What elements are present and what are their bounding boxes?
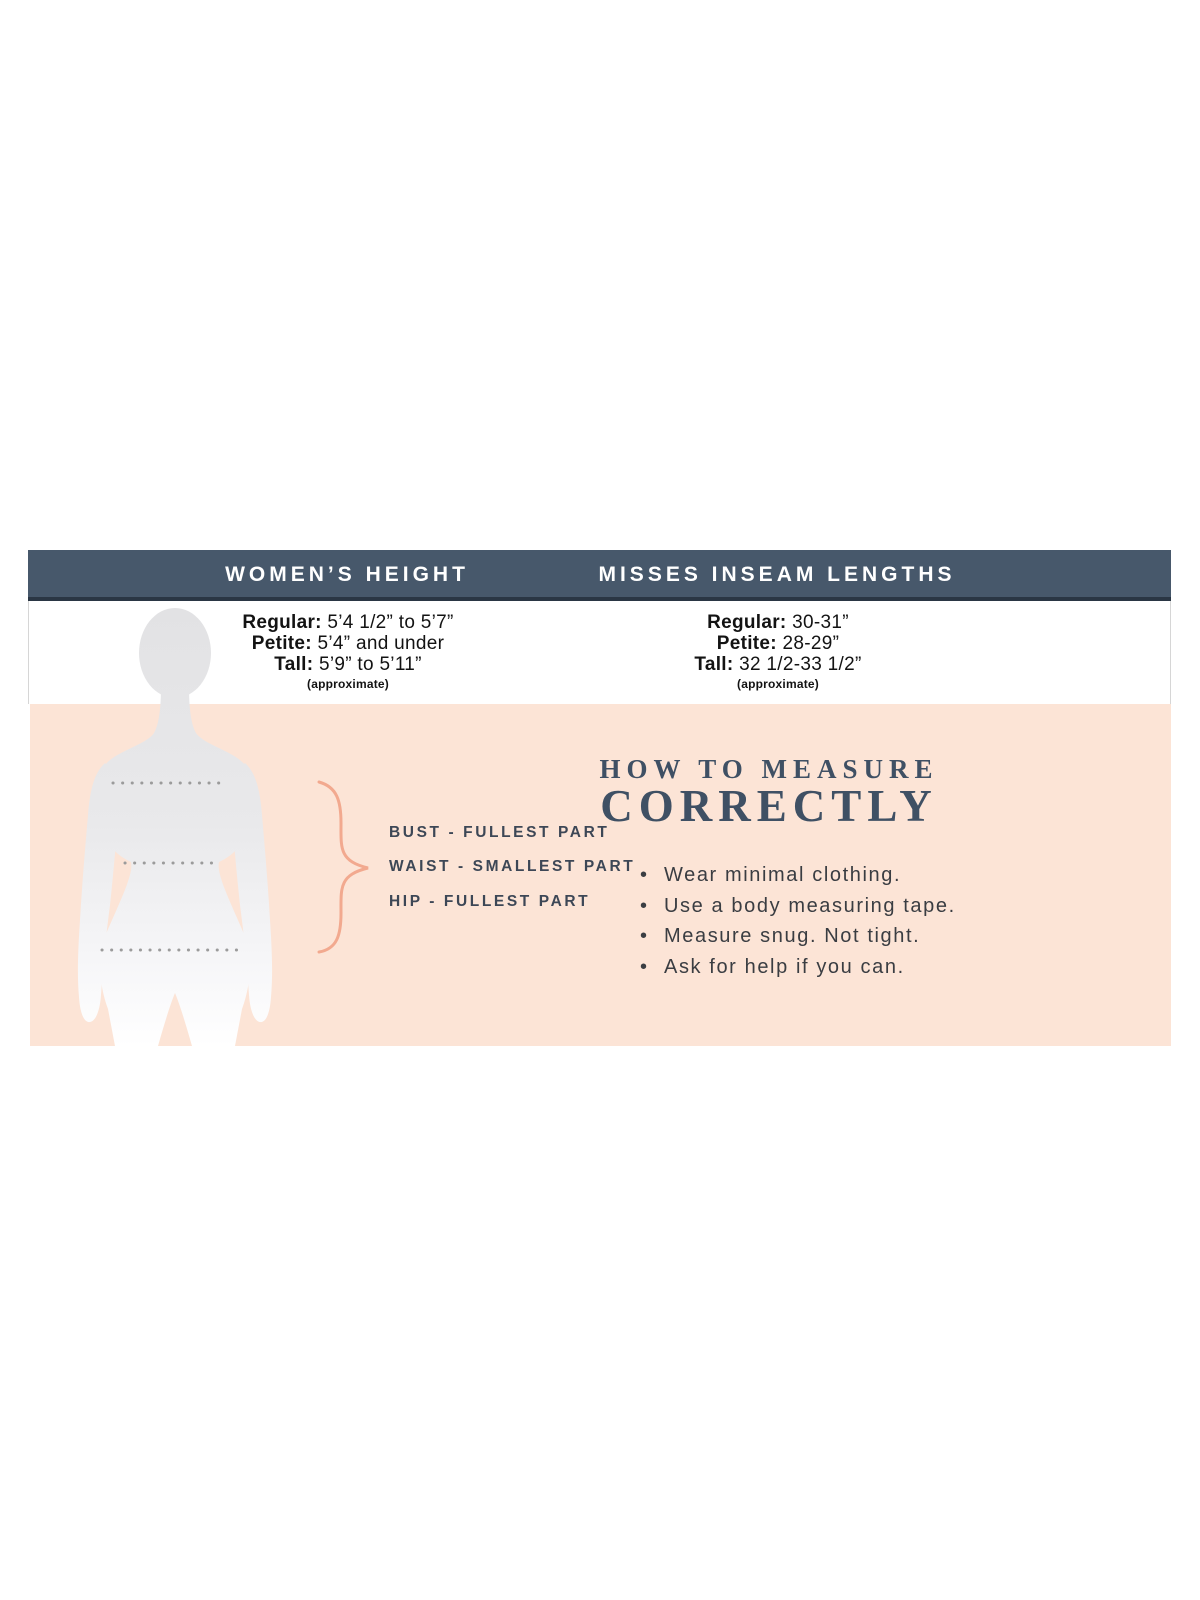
height-petite-value: 5’4” and under xyxy=(317,633,445,654)
tip-ask-for-help: • Ask for help if you can. xyxy=(638,952,1038,983)
height-petite-label: Petite: xyxy=(251,633,312,654)
size-guide-infographic xyxy=(28,550,1171,1046)
woman-silhouette-figure xyxy=(58,605,308,1046)
inseam-petite-label: Petite: xyxy=(716,633,777,654)
inseam-regular-label: Regular: xyxy=(707,612,787,633)
header-misses-inseam-lengths: MISSES INSEAM LENGTHS xyxy=(598,563,956,586)
height-regular-label: Regular: xyxy=(242,612,322,633)
height-approximate-note: (approximate) xyxy=(307,677,389,691)
waist-label: WAIST - SMALLEST PART xyxy=(389,858,636,875)
inseam-petite-value: 28-29” xyxy=(782,633,840,654)
inseam-row-tall xyxy=(578,654,978,675)
silhouette-head xyxy=(139,608,211,698)
silhouette-torso-legs xyxy=(99,685,251,1046)
curly-brace-icon xyxy=(312,778,376,956)
header-bar xyxy=(28,550,1171,601)
heading-correctly: CORRECTLY xyxy=(600,781,938,831)
height-regular-value: 5’4 1/2” to 5’7” xyxy=(327,612,454,633)
height-tall-label: Tall: xyxy=(274,654,314,675)
height-tall-value: 5’9” to 5’11” xyxy=(318,654,422,675)
tip-measure-snug: • Measure snug. Not tight. xyxy=(638,921,1038,952)
inseam-tall-label: Tall: xyxy=(694,654,734,675)
tip-minimal-clothing: • Wear minimal clothing. xyxy=(638,860,1038,891)
inseam-tall-value: 32 1/2-33 1/2” xyxy=(739,654,862,675)
hip-label: HIP - FULLEST PART xyxy=(389,893,591,910)
inseam-row-regular xyxy=(578,612,978,633)
bust-label: BUST - FULLEST PART xyxy=(389,824,610,841)
measuring-tips-list xyxy=(638,860,1038,982)
how-to-measure-heading xyxy=(589,754,949,831)
header-womens-height: WOMEN’S HEIGHT xyxy=(225,563,469,586)
inseam-length-values xyxy=(578,612,978,692)
inseam-row-petite xyxy=(578,633,978,654)
tip-measuring-tape: • Use a body measuring tape. xyxy=(638,891,1038,922)
inseam-approximate-note: (approximate) xyxy=(737,677,819,691)
inseam-regular-value: 30-31” xyxy=(792,612,849,633)
heading-how-to-measure: HOW TO MEASURE xyxy=(599,754,939,784)
